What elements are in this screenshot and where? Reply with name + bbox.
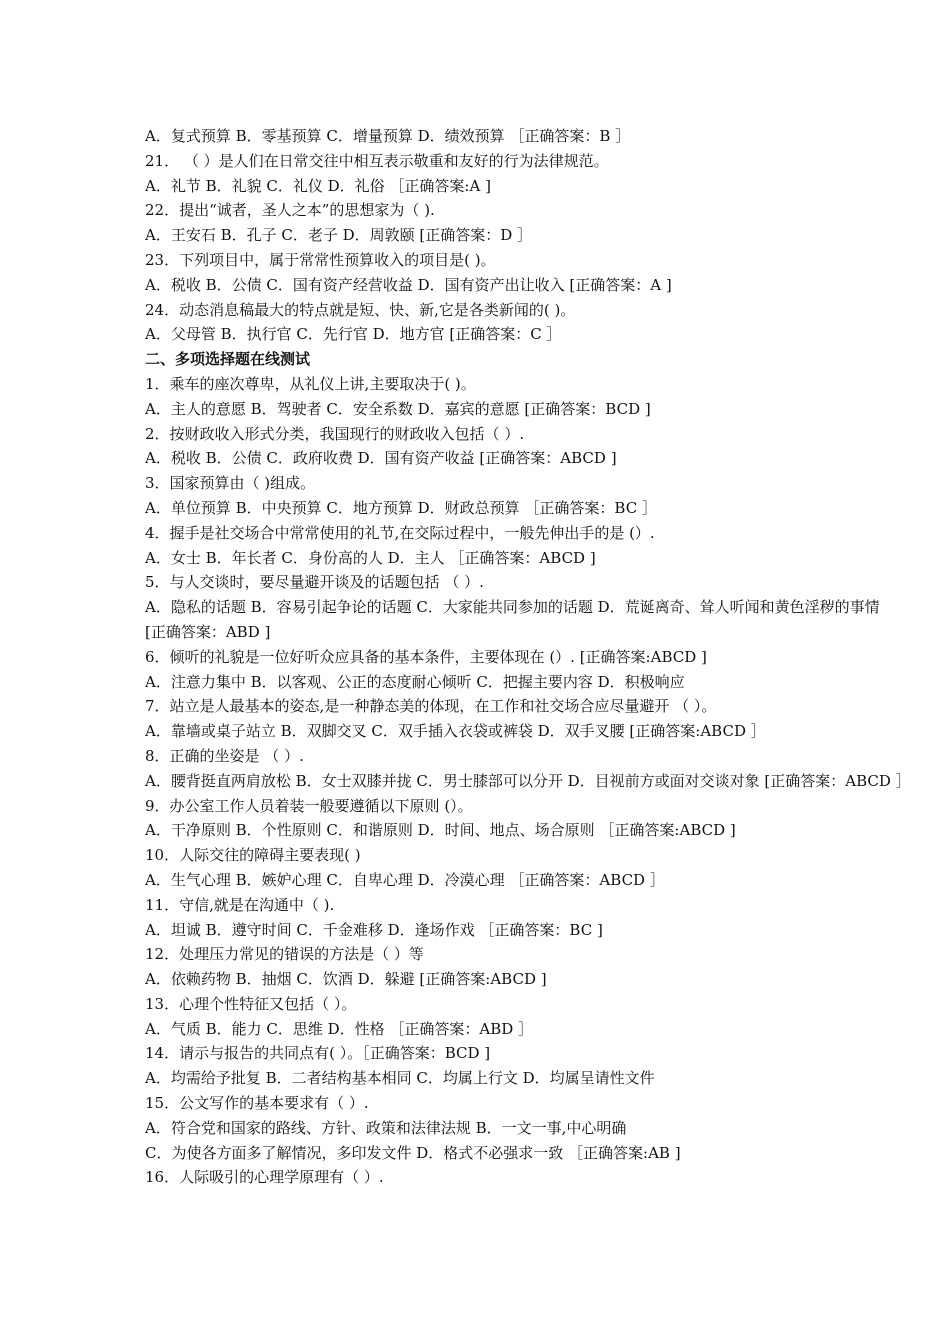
section-heading: 二、多项选择题在线测试: [145, 350, 311, 369]
option-line: A．靠墙或桌子站立 B．双脚交叉 C．双手插入衣袋或裤袋 D．双手叉腰 [正确答案:ABCD ］: [145, 722, 766, 741]
option-line: A．坦诚 B．遵守时间 C．千金难移 D．逢场作戏 ［正确答案：BC ]: [145, 920, 603, 939]
question-line: 21． （ ）是人们在日常交往中相互表示敬重和友好的行为法律规范。: [145, 151, 609, 170]
question-line: 8．正确的坐姿是 （ ）.: [145, 746, 304, 765]
option-line: A．税收 B．公债 C．政府收费 D．国有资产收益 [正确答案：ABCD ]: [145, 449, 617, 468]
option-line: A．女士 B．年长者 C．身份高的人 D．主人 ［正确答案：ABCD ]: [145, 548, 596, 567]
option-line: A．气质 B．能力 C．思维 D．性格 ［正确答案：ABD ］: [145, 1019, 534, 1038]
question-line: 22．提出“诚者，圣人之本”的思想家为（ ).: [145, 201, 435, 220]
question-line: 15．公文写作的基本要求有（ ）.: [145, 1094, 369, 1113]
question-line: 4．握手是社交场合中常常使用的礼节,在交际过程中，一般先伸出手的是 (）.: [145, 523, 655, 542]
question-line: 23．下列项目中，属于常常性预算收入的项目是( )。: [145, 250, 496, 269]
document-page: [145, 124, 911, 1190]
option-line: A．均需给予批复 B．二者结构基本相同 C．均属上行文 D．均属呈请性文件: [145, 1069, 655, 1088]
question-line: 24．动态消息稿最大的特点就是短、快、新,它是各类新闻的( )。: [145, 300, 576, 319]
question-line: 12．处理压力常见的错误的方法是（ ）等: [145, 945, 424, 964]
option-line: A．腰背挺直两肩放松 B．女士双膝并拢 C．男士膝部可以分开 D．目视前方或面对交谈对象 [正确答案：ABCD ］: [145, 771, 911, 790]
question-line: 6．倾听的礼貌是一位好听众应具备的基本条件，主要体现在 (）. [正确答案:ABCD ]: [145, 647, 707, 666]
option-line: A．王安石 B．孔子 C．老子 D．周敦颐 [正确答案：D ］: [145, 226, 533, 245]
question-line: 13．心理个性特征又包括（ ）。: [145, 994, 357, 1013]
option-line: A．依赖药物 B．抽烟 C．饮酒 D．躲避 [正确答案:ABCD ]: [145, 970, 547, 989]
option-line: A．税收 B．公债 C．国有资产经营收益 D．国有资产出让收入 [正确答案：A ]: [145, 275, 672, 294]
question-line: 5．与人交谈时，要尽量避开谈及的话题包括 （ ）.: [145, 573, 484, 592]
option-line: A．干净原则 B．个性原则 C．和谐原则 D．时间、地点、场合原则 ［正确答案:ABCD ]: [145, 821, 736, 840]
option-line: A．复式预算 B．零基预算 C．增量预算 D．绩效预算 ［正确答案：B ］: [145, 127, 631, 145]
question-line: 10．人际交往的障碍主要表现( ): [145, 846, 361, 865]
question-line: 7．站立是人最基本的姿态,是一种静态美的体现，在工作和社交场合应尽量避开 （ ）。: [145, 697, 717, 716]
option-line: A．符合党和国家的路线、方针、政策和法律法规 B．一文一事,中心明确: [145, 1118, 627, 1137]
question-line: 14．请示与报告的共同点有( ）。［正确答案：BCD ]: [145, 1044, 491, 1063]
question-line: 16．人际吸引的心理学原理有（ ）.: [145, 1168, 384, 1187]
option-line: A．主人的意愿 B．驾驶者 C．安全系数 D．嘉宾的意愿 [正确答案：BCD ]: [145, 399, 651, 418]
option-line: C．为使各方面多了解情况，多印发文件 D．格式不必强求一致 ［正确答案:AB ]: [145, 1143, 681, 1162]
question-line: 3．国家预算由（ )组成。: [145, 474, 316, 493]
option-line: A．礼节 B．礼貌 C．礼仪 D．礼俗 ［正确答案:A ]: [145, 176, 491, 195]
option-line: A．父母管 B．执行官 C．先行官 D．地方官 [正确答案：C ］: [145, 325, 562, 344]
option-line: A．隐私的话题 B．容易引起争论的话题 C．大家能共同参加的话题 D．荒诞离奇、耸人听闻和黄色淫秽的事情 [正确答案：ABD ]: [145, 598, 880, 641]
question-line: 1．乘车的座次尊卑，从礼仪上讲,主要取决于( )。: [145, 374, 476, 393]
option-line: A．注意力集中 B．以客观、公正的态度耐心倾听 C．把握主要内容 D．积极响应: [145, 672, 685, 691]
option-line: A．单位预算 B．中央预算 C．地方预算 D．财政总预算 ［正确答案：BC ］: [145, 498, 657, 517]
option-line: A．生气心理 B．嫉妒心理 C．自卑心理 D．冷漠心理 ［正确答案：ABCD ］: [145, 870, 665, 889]
question-line: 9．办公室工作人员着装一般要遵循以下原则 (）。: [145, 796, 473, 815]
question-line: 11．守信,就是在沟通中（ ).: [145, 895, 335, 914]
question-line: 2．按财政收入形式分类，我国现行的财政收入包括（ ）.: [145, 424, 525, 443]
